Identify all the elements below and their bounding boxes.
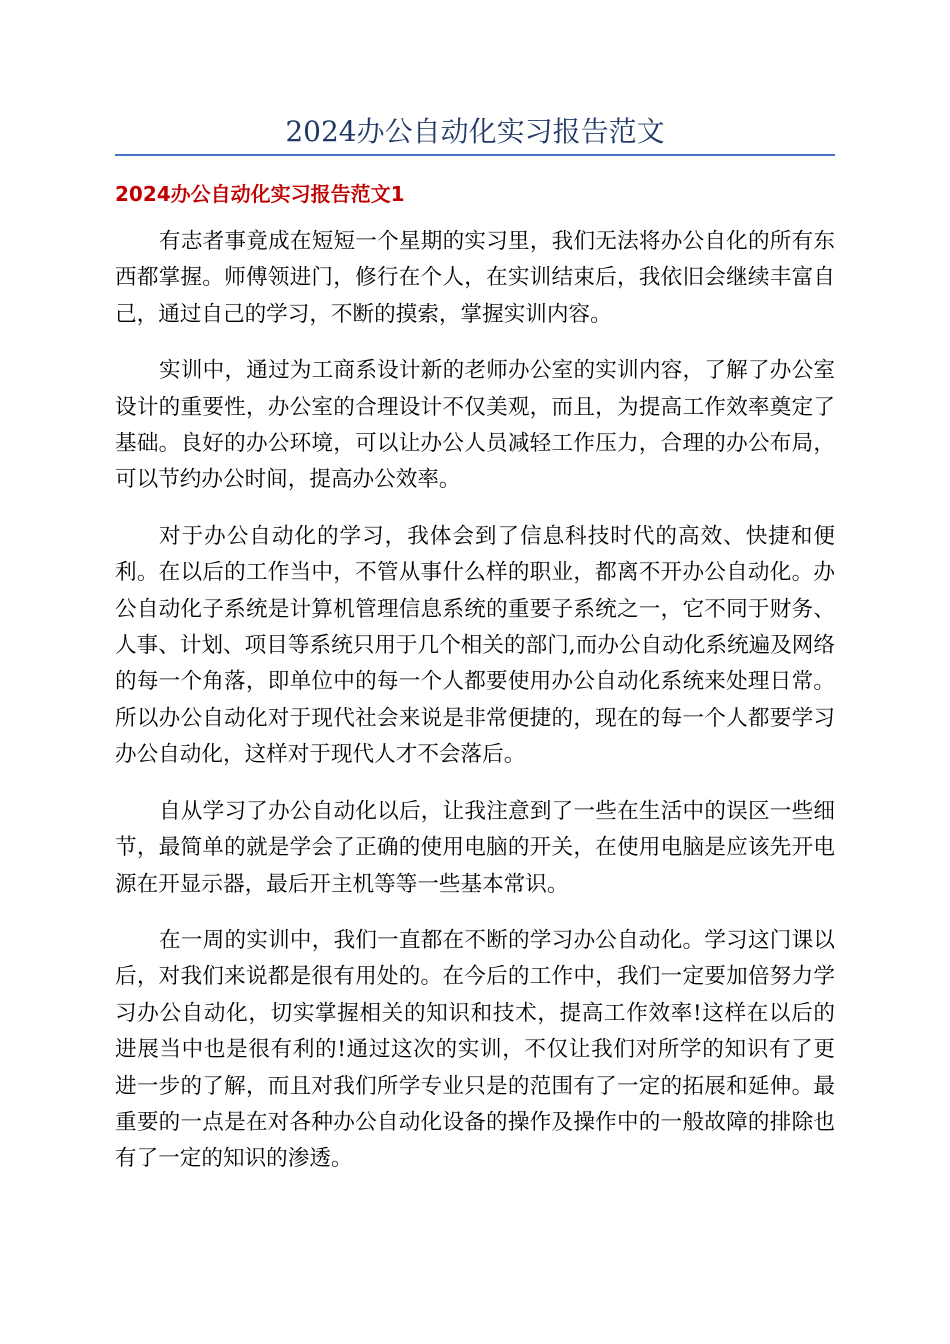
paragraph-5: 在一周的实训中，我们一直都在不断的学习办公自动化。学习这门课以后，对我们来说都是很有用处的。在今后的工作中，我们一定要加倍努力学习办公自动化，切实掌握相关的知识和技术，提高工作效率!这样在以后的进展当中也是很有利的!通过这次的实训，不仅让我们对所学的知识有了更进一步的了解，而且对我们所学专业只是的范围有了一定的拓展和延伸。最重要的一点是在对各种办公自动化设备的操作及操作中的一般故障的排除也有了一定的知识的渗透。: [115, 927, 835, 1172]
paragraph-3: 对于办公自动化的学习，我体会到了信息科技时代的高效、快捷和便利。在以后的工作当中，不管从事什么样的职业，都离不开办公自动化。办公自动化子系统是计算机管理信息系统的重要子系统之一，它不同于财务、人事、计划、项目等系统只用于几个相关的部门,而办公自动化系统遍及网络的每一个角落，即单位中的每一个人都要使用办公自动化系统来处理日常。所以办公自动化对于现代社会来说是非常便捷的，现在的每一个人都要学习办公自动化，这样对于现代人才不会落后。: [115, 523, 835, 768]
title-underline: [115, 154, 835, 156]
section-heading: 2024办公自动化实习报告范文1: [115, 182, 405, 206]
document-body: [115, 224, 835, 1198]
paragraph-4: 自从学习了办公自动化以后，让我注意到了一些在生活中的误区一些细节，最简单的就是学会了正确的使用电脑的开关，在使用电脑是应该先开电源在开显示器，最后开主机等等一些基本常识。: [115, 798, 835, 897]
paragraph-1: 有志者事竟成在短短一个星期的实习里，我们无法将办公自化的所有东西都掌握。师傅领进门，修行在个人，在实训结束后，我依旧会继续丰富自己，通过自己的学习，不断的摸索，掌握实训内容。: [115, 229, 835, 327]
paragraph-2: 实训中，通过为工商系设计新的老师办公室的实训内容，了解了办公室设计的重要性，办公室的合理设计不仅美观，而且，为提高工作效率奠定了基础。良好的办公环境，可以让办公人员减轻工作压力，合理的办公布局，可以节约办公时间，提高办公效率。: [115, 358, 835, 493]
document-title: 2024办公自动化实习报告范文: [285, 115, 665, 148]
